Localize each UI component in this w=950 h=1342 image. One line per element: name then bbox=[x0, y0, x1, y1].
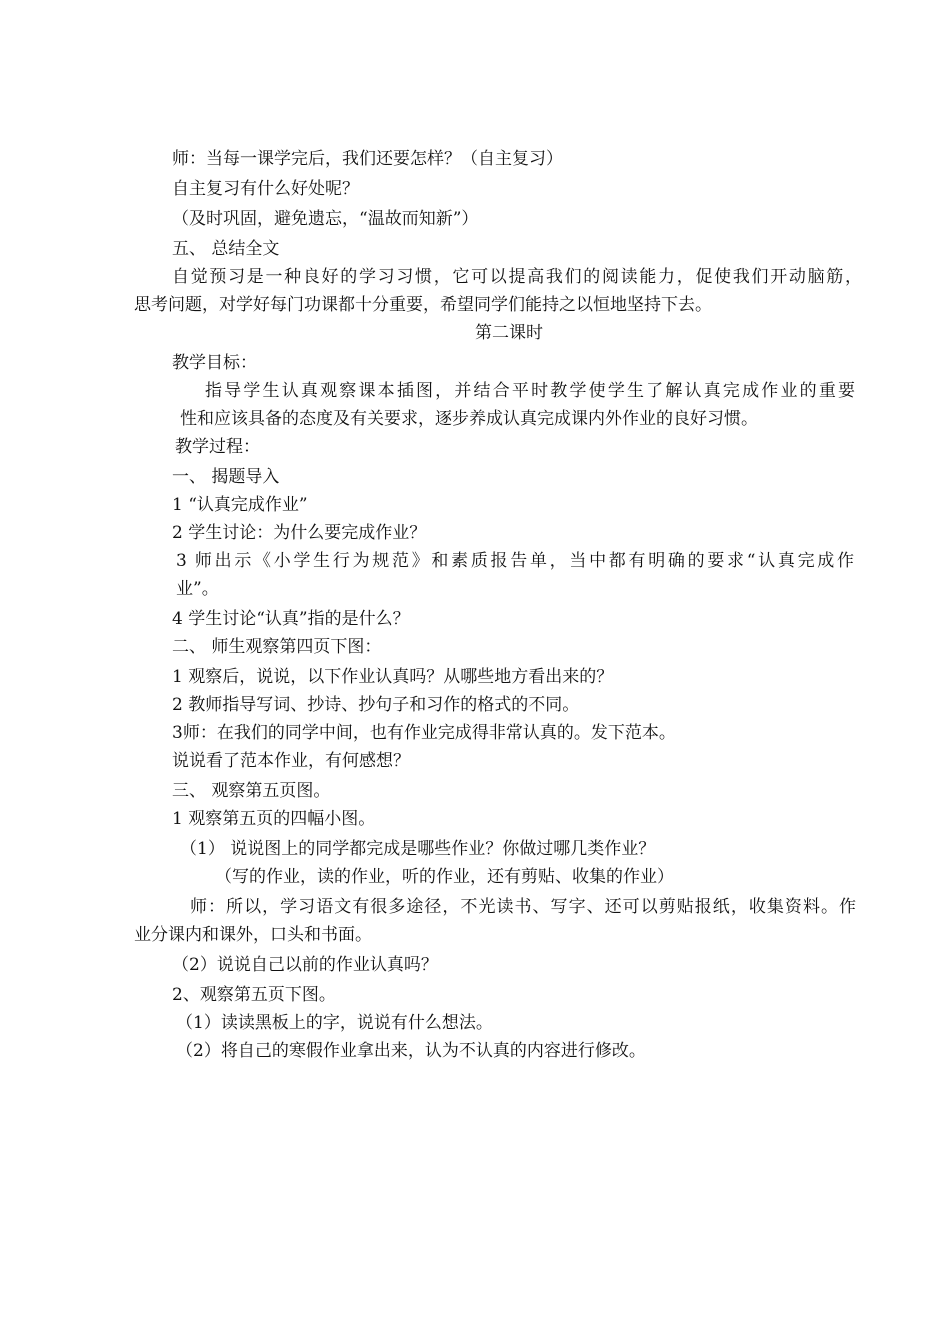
sub-item: （2）将自己的寒假作业拿出来，认为不认真的内容进行修改。 bbox=[176, 1041, 646, 1061]
sub-item: （1） 说说图上的同学都完成是哪些作业？你做过哪几类作业？ bbox=[180, 839, 656, 859]
section-heading: 教学过程： bbox=[175, 437, 260, 457]
paragraph-line: 思考问题，对学好每门功课都十分重要，希望同学们能持之以恒地坚持下去。 bbox=[134, 295, 712, 315]
text-line: 说说看了范本作业，有何感想？ bbox=[172, 751, 410, 771]
sub-item: （1）读读黑板上的字，说说有什么想法。 bbox=[176, 1013, 493, 1033]
list-item: 3师：在我们的同学中间，也有作业完成得非常认真的。发下范本。 bbox=[172, 723, 676, 743]
list-item: 1 “认真完成作业” bbox=[172, 495, 308, 515]
paragraph-line: 指导学生认真观察课本插图，并结合平时教学使学生了解认真完成作业的重要 bbox=[205, 381, 855, 401]
list-item: 1 观察后，说说，以下作业认真吗？从哪些地方看出来的？ bbox=[172, 667, 614, 687]
list-item: 2 学生讨论：为什么要完成作业？ bbox=[172, 523, 427, 543]
text-line: （写的作业，读的作业，听的作业，还有剪贴、收集的作业） bbox=[215, 867, 674, 887]
section-heading: 一、 揭题导入 bbox=[172, 467, 280, 487]
text-line: （及时巩固，避免遗忘，“温故而知新”） bbox=[172, 209, 479, 229]
paragraph-line: 师：所以，学习语文有很多途径，不光读书、写字、还可以剪贴报纸，收集资料。作 bbox=[190, 897, 856, 917]
text-line: 自主复习有什么好处呢？ bbox=[172, 179, 359, 199]
section-heading: 五、 总结全文 bbox=[172, 239, 280, 259]
paragraph-line: 性和应该具备的态度及有关要求，逐步养成认真完成课内外作业的良好习惯。 bbox=[180, 409, 758, 429]
section-heading: 三、 观察第五页图。 bbox=[172, 781, 331, 801]
list-item: 2、观察第五页下图。 bbox=[172, 985, 336, 1005]
section-heading: 教学目标： bbox=[172, 353, 257, 373]
text-line: 师：当每一课学完后，我们还要怎样？（自主复习） bbox=[172, 149, 563, 169]
section-heading: 二、 师生观察第四页下图： bbox=[172, 637, 382, 657]
paragraph-line: 自觉预习是一种良好的学习习惯，它可以提高我们的阅读能力，促使我们开动脑筋， bbox=[172, 267, 862, 287]
paragraph-line: 业分课内和课外，口头和书面。 bbox=[134, 925, 372, 945]
list-item: 1 观察第五页的四幅小图。 bbox=[172, 809, 376, 829]
list-item: 4 学生讨论“认真”指的是什么？ bbox=[172, 609, 410, 629]
list-item: 3 师出示《小学生行为规范》和素质报告单，当中都有明确的要求“认真完成作 bbox=[176, 551, 854, 571]
list-item-continued: 业”。 bbox=[176, 579, 219, 599]
lesson-title: 第二课时 bbox=[475, 323, 543, 343]
list-item: 2 教师指导写词、抄诗、抄句子和习作的格式的不同。 bbox=[172, 695, 580, 715]
sub-item: （2）说说自己以前的作业认真吗？ bbox=[172, 955, 438, 975]
